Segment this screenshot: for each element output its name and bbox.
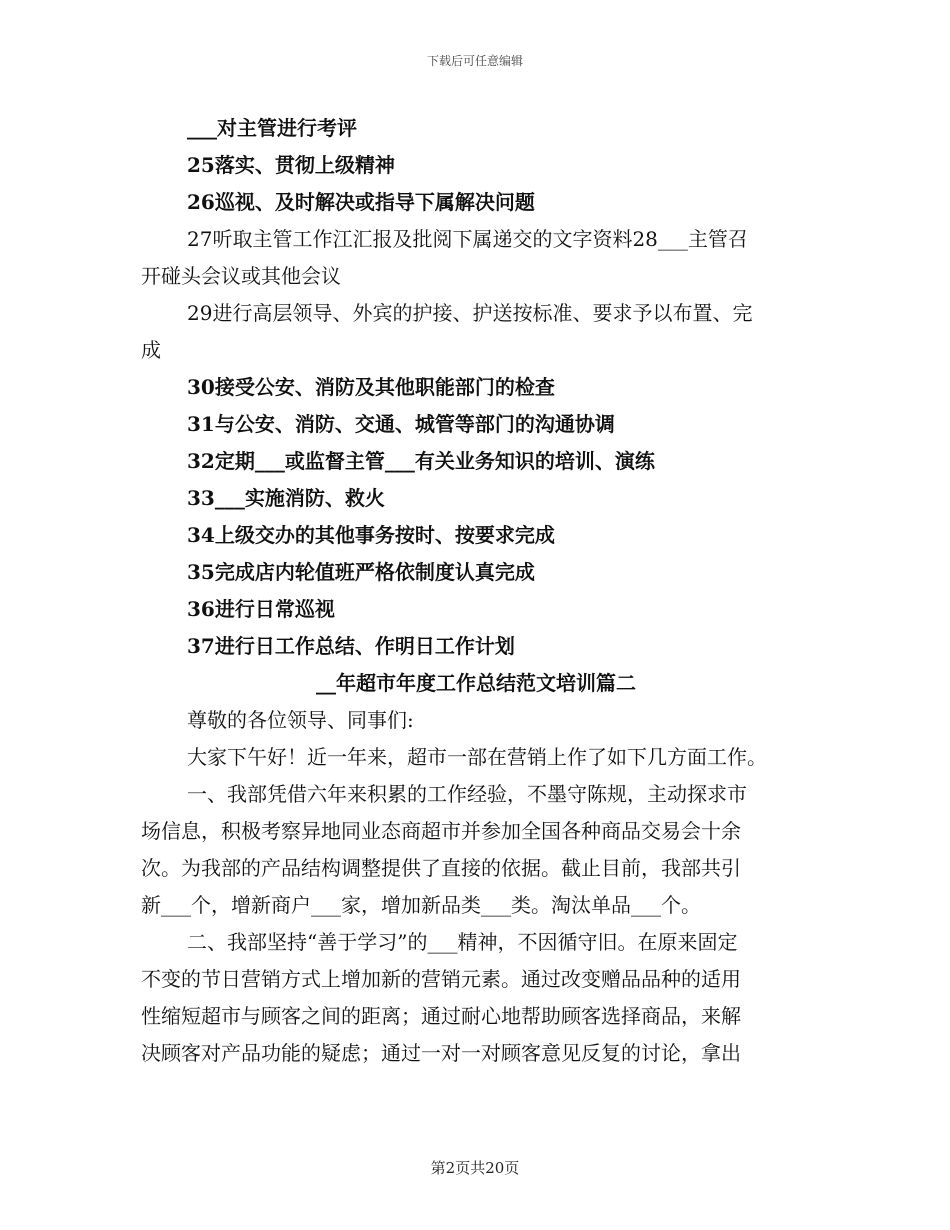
- text-line: 31与公安、消防、交通、城管等部门的沟通协调: [187, 412, 615, 436]
- text-line: 尊敬的各位领导、同事们:: [187, 708, 414, 732]
- text-line: 不变的节日营销方式上增加新的营销元素。通过改变赠品品种的适用: [141, 967, 741, 991]
- document-body: [141, 110, 811, 1072]
- text-line: 25落实、贯彻上级精神: [187, 153, 395, 177]
- text-line: 大家下午好！近一年来，超市一部在营销上作了如下几方面工作。: [187, 745, 767, 769]
- text-line: 37进行日工作总结、作明日工作计划: [187, 634, 515, 658]
- text-line: 一、我部凭借六年来积累的工作经验，不墨守陈规，主动探求市: [187, 782, 747, 806]
- text-line: 26巡视、及时解决或指导下属解决问题: [187, 190, 535, 214]
- text-line: 30接受公安、消防及其他职能部门的检查: [187, 375, 555, 399]
- text-line: 35完成店内轮值班严格依制度认真完成: [187, 560, 535, 584]
- section-title: __年超市年度工作总结范文培训篇二: [316, 671, 636, 695]
- text-line: 决顾客对产品功能的疑虑；通过一对一对顾客意见反复的讨论，拿出: [141, 1041, 741, 1065]
- text-line: ___对主管进行考评: [187, 116, 357, 140]
- text-line: 性缩短超市与顾客之间的距离；通过耐心地帮助顾客选择商品，来解: [141, 1004, 741, 1028]
- text-line: 新___个，增新商户___家，增加新品类___类。淘汰单品___个。: [141, 893, 701, 917]
- text-line: 二、我部坚持“善于学习”的___精神，不因循守旧。在原来固定: [187, 930, 738, 954]
- text-line: 次。为我部的产品结构调整提供了直接的依据。截止目前，我部共引: [141, 856, 741, 880]
- page-header: 下载后可任意编辑: [426, 54, 523, 68]
- page-footer: 第2页共20页: [430, 1159, 520, 1177]
- text-line: 开碰头会议或其他会议: [141, 264, 341, 288]
- text-line: 场信息，积极考察异地同业态商超市并参加全国各种商品交易会十余: [141, 819, 741, 843]
- text-line: 34上级交办的其他事务按时、按要求完成: [187, 523, 555, 547]
- text-line: 36进行日常巡视: [187, 597, 335, 621]
- text-line: 27听取主管工作江汇报及批阅下属递交的文字资料28___主管召: [187, 227, 748, 251]
- text-line: 33___实施消防、救火: [187, 486, 385, 510]
- text-line: 成: [141, 338, 161, 362]
- text-line: 32定期___或监督主管___有关业务知识的培训、演练: [187, 449, 655, 473]
- text-line: 29进行高层领导、外宾的护接、护送按标准、要求予以布置、完: [187, 301, 753, 325]
